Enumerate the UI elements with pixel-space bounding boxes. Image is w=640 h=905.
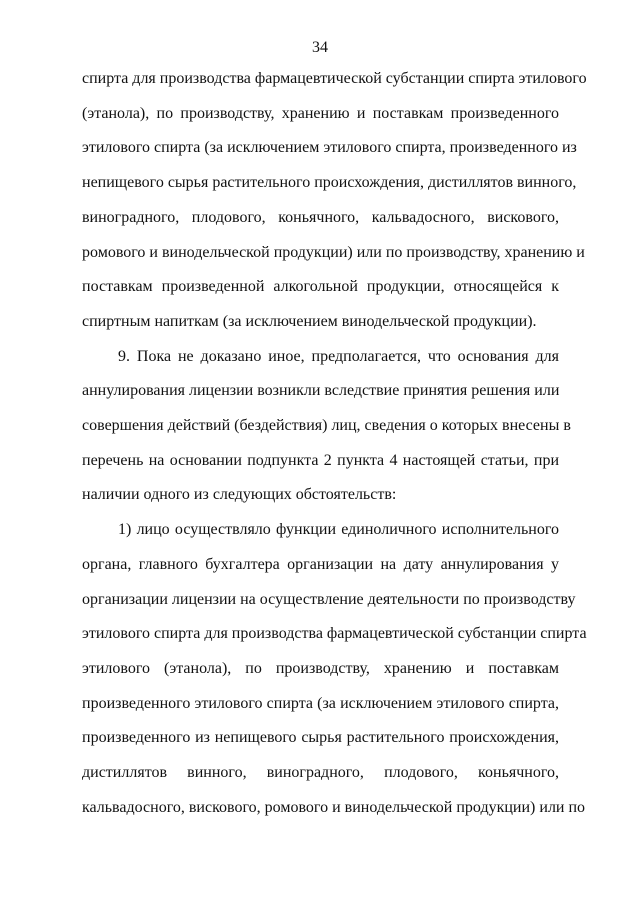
text-line: аннулирования лицензии возникли вследствие принятия решения или — [82, 382, 560, 399]
text-line: спирта для производства фармацевтической субстанции спирта этилового — [82, 70, 587, 87]
text-line: поставкам произведенной алкогольной продукции, относящейся к — [82, 278, 559, 295]
text-line: дистиллятов винного, виноградного, плодового, коньячного, — [82, 764, 559, 781]
text-line: непищевого сырья растительного происхождения, дистиллятов винного, — [82, 174, 577, 191]
text-line: этилового (этанола), по производству, хранению и поставкам — [82, 660, 559, 677]
text-line: 1) лицо осуществляло функции единоличного исполнительного — [118, 521, 559, 538]
text-line: этилового спирта для производства фармацевтической субстанции спирта — [82, 625, 587, 642]
page-number: 34 — [312, 39, 328, 56]
text-line: спиртным напиткам (за исключением винодельческой продукции). — [82, 313, 537, 330]
text-line: произведенного этилового спирта (за исключением этилового спирта, — [82, 695, 559, 712]
text-line: организации лицензии на осуществление деятельности по производству — [82, 591, 576, 608]
text-line: ромового и винодельческой продукции) или по производству, хранению и — [82, 244, 585, 261]
text-line: кальвадосного, вискового, ромового и винодельческой продукции) или по — [82, 799, 586, 816]
text-line: виноградного, плодового, коньячного, кальвадосного, вискового, — [82, 209, 559, 226]
text-line: совершения действий (бездействия) лиц, сведения о которых внесены в — [82, 417, 571, 434]
text-line: этилового спирта (за исключением этилового спирта, произведенного из — [82, 139, 577, 156]
text-line: 9. Пока не доказано иное, предполагается, что основания для — [118, 348, 559, 365]
text-line: произведенного из непищевого сырья растительного происхождения, — [82, 729, 559, 746]
text-line: органа, главного бухгалтера организации на дату аннулирования у — [82, 556, 559, 573]
text-line: наличии одного из следующих обстоятельств: — [82, 486, 397, 503]
text-line: (этанола), по производству, хранению и поставкам произведенного — [82, 105, 559, 122]
text-line: перечень на основании подпункта 2 пункта 4 настоящей статьи, при — [82, 452, 559, 469]
